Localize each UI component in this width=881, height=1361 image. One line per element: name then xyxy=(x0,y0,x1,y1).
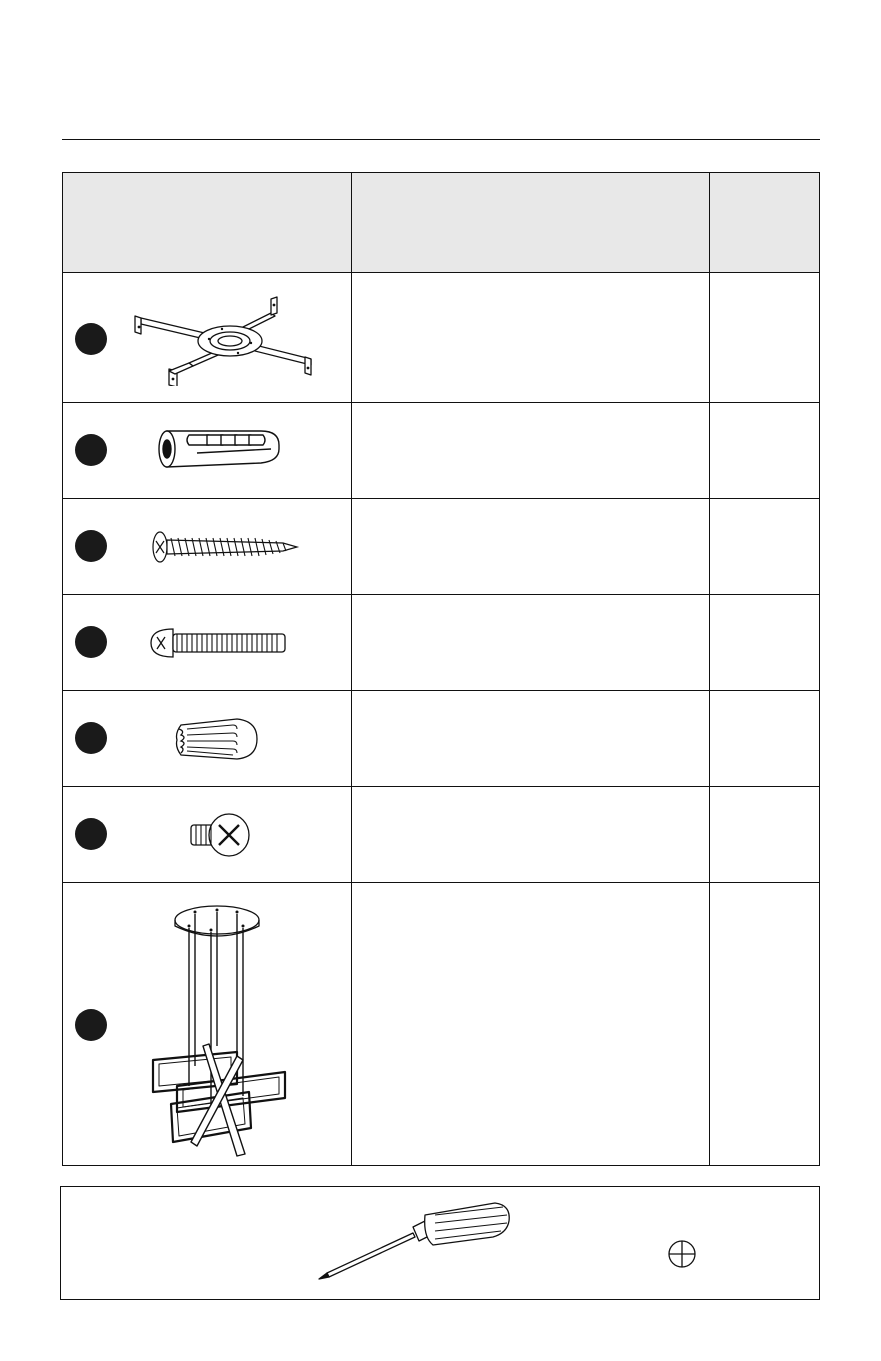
wire-connector-icon xyxy=(171,717,261,763)
part-badge xyxy=(75,323,107,355)
screwdriver-icon xyxy=(317,1201,513,1285)
part-badge xyxy=(75,1009,107,1041)
short-screw-icon xyxy=(187,811,253,859)
wall-anchor-icon xyxy=(153,427,283,472)
table-row xyxy=(63,882,819,1166)
phillips-symbol-icon xyxy=(667,1239,697,1269)
tools-required-box xyxy=(60,1186,820,1300)
table-row xyxy=(63,690,819,786)
machine-screw-icon xyxy=(149,625,289,661)
chandelier-fixture-icon xyxy=(137,896,297,1158)
part-badge xyxy=(75,530,107,562)
table-header-row xyxy=(63,173,819,273)
top-rule xyxy=(62,139,820,140)
part-badge xyxy=(75,818,107,850)
table-row xyxy=(63,498,819,594)
part-badge xyxy=(75,722,107,754)
table-row xyxy=(63,594,819,690)
mounting-bracket-icon xyxy=(127,291,327,386)
parts-table xyxy=(62,172,820,1166)
table-row xyxy=(63,786,819,882)
wood-screw-icon xyxy=(151,530,301,564)
part-badge xyxy=(75,434,107,466)
table-row xyxy=(63,402,819,498)
table-row xyxy=(63,273,819,402)
part-badge xyxy=(75,626,107,658)
